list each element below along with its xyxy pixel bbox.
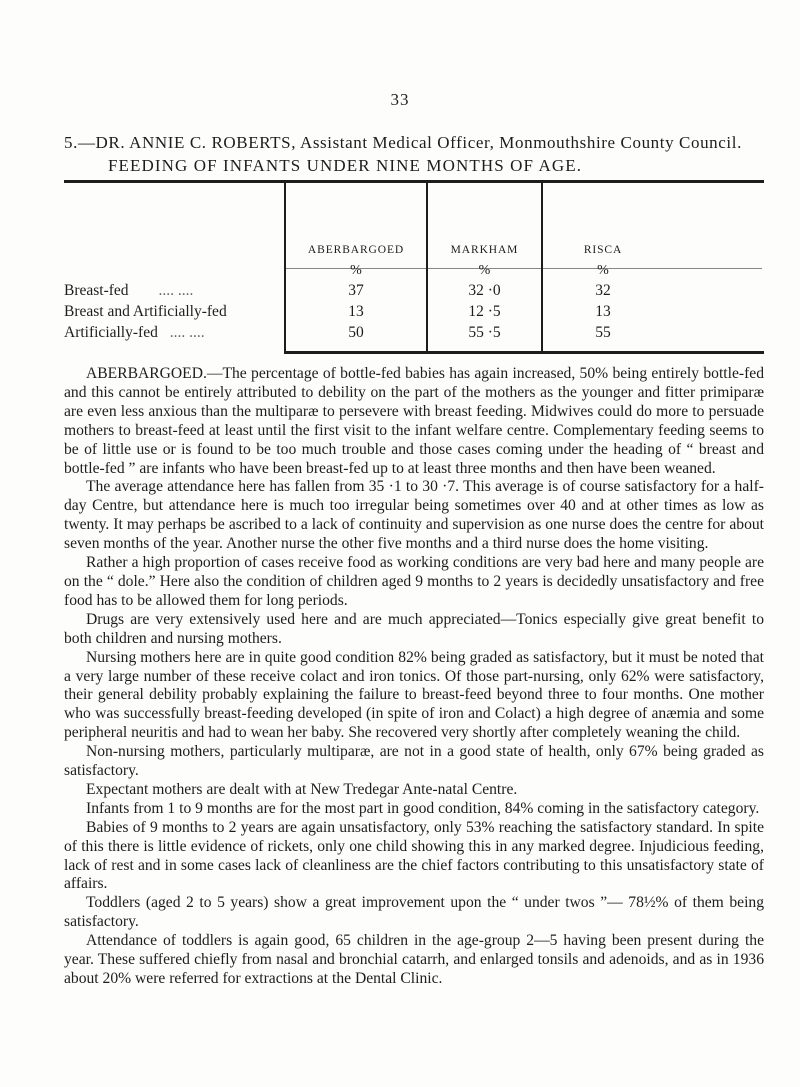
table-cell: 37 (348, 282, 364, 299)
leader-dots: .... .... (169, 324, 205, 341)
feeding-table (64, 180, 764, 355)
paragraph: Rather a high proportion of cases receive food as working conditions are very bad here and many people are on the “ dole.” Here also the condition of children aged 9 months to 2 years is decidedly unsatisfactory and free food has to be allowed them for long periods. (64, 554, 764, 609)
table-row-label (64, 282, 193, 300)
unit-label: % (350, 263, 362, 278)
paragraph: Expectant mothers are dealt with at New Tredegar Ante-natal Centre. (86, 780, 518, 798)
paragraph: The average attendance here has fallen from 35 ·1 to 30 ·7. This average is of course satisfactory for a half-day Centre, but attendance here is much too irregular being sometimes over 40 and at other times as low as twenty. It may perhaps be ascribed to a lack of continuity and supervision as one nurse does the centre for about seven months of the year. Another nurse the other five months and a third nurse does the home visiting. (64, 478, 764, 553)
paragraph: Babies of 9 months to 2 years are again unsatisfactory, only 53% reaching the satisfactory standard. In spite of this there is little evidence of rickets, only one child showing this in any marked degree. Injudicious feeding, lack of rest and in some cases lack of cleanliness are the chief factors contributing to this unsatisfactory state of affairs. (64, 818, 764, 893)
column-header-risca: RISCA (583, 244, 623, 256)
paragraph: Infants from 1 to 9 months are for the most part in good condition, 84% coming in the satisfactory category. (86, 799, 760, 817)
paragraph: Nursing mothers here are in quite good condition 82% being graded as satisfactory, but it must be noted that a very large number of these receive colact and iron tonics. Of those part-nursing, only 62% were satisfactory, their general debility probably explaining the failure to breast-feed beyond three to four months. One mother who was successfully breast-feeding developed (in spite of iron and Colact) a high degree of anæmia and some peripheral neuritis and had to wean her baby. She recovered very shortly after completely weaning the child. (64, 648, 764, 742)
section-title: FEEDING OF INFANTS UNDER NINE MONTHS OF AGE. (108, 156, 583, 175)
row-label-text: Breast-fed (64, 282, 129, 299)
table-top-rule (64, 180, 764, 183)
table-cell: 13 (348, 303, 364, 320)
column-header-aberbargoed: ABERBARGOED (307, 244, 405, 256)
unit-label: % (597, 263, 609, 278)
row-label-text: Breast and Artificially-fed (64, 303, 227, 320)
paragraph: ABERBARGOED.—The percentage of bottle-fed babies has again increased, 50% being entirely bottle-fed and this cannot be entirely attributed to debility on the part of the mothers as the younger and fitter primiparæ are even less anxious than the multiparæ to persevere with breast feeding. Midwives could do more to persuade mothers to breast-feed at least until the first visit to the infant welfare centre. Complementary feeding seems to be of little use or is found to be too much trouble and those cases coming under the heading of “ breast and bottle-fed ” are infants who have been breast-fed up to at least three months and then have been weaned. (64, 365, 764, 477)
report-author-heading: 5.—DR. ANNIE C. ROBERTS, Assistant Medical Officer, Monmouthshire County Council. (64, 133, 742, 152)
table-cell: 12 ·5 (468, 303, 501, 320)
table-cell: 13 (595, 303, 611, 320)
table-cell: 32 ·0 (468, 282, 501, 299)
table-row-label (64, 303, 227, 321)
unit-label: % (478, 263, 491, 278)
page-number: 33 (390, 90, 410, 109)
leader-dots: .... .... (158, 282, 194, 299)
table-cell: 32 (595, 282, 611, 299)
table-cell: 55 (595, 324, 611, 341)
table-cell: 50 (348, 324, 364, 341)
row-label-text: Artificially-fed (64, 324, 158, 341)
paragraph: Drugs are very extensively used here and are much appreciated—Tonics especially give great benefit to both children and nursing mothers. (64, 610, 764, 647)
table-cell: 55 ·5 (468, 324, 501, 341)
paragraph: Attendance of toddlers is again good, 65 children in the age-group 2—5 having been present during the year. These suffered chiefly from nasal and bronchial catarrh, and enlarged tonsils and adenoids, and as in 1936 about 20% were referred for extractions at the Dental Clinic. (64, 932, 764, 987)
table-bottom-rule (284, 351, 764, 354)
paragraph: Toddlers (aged 2 to 5 years) show a great improvement upon the “ under twos ”— 78½% of them being satisfactory. (64, 894, 764, 931)
report-body (64, 365, 764, 989)
paragraph: Non-nursing mothers, particularly multiparæ, are not in a good state of health, only 67% being graded as satisfactory. (64, 743, 764, 780)
column-header-markham: MARKHAM (450, 244, 519, 256)
table-row-label (64, 324, 205, 342)
